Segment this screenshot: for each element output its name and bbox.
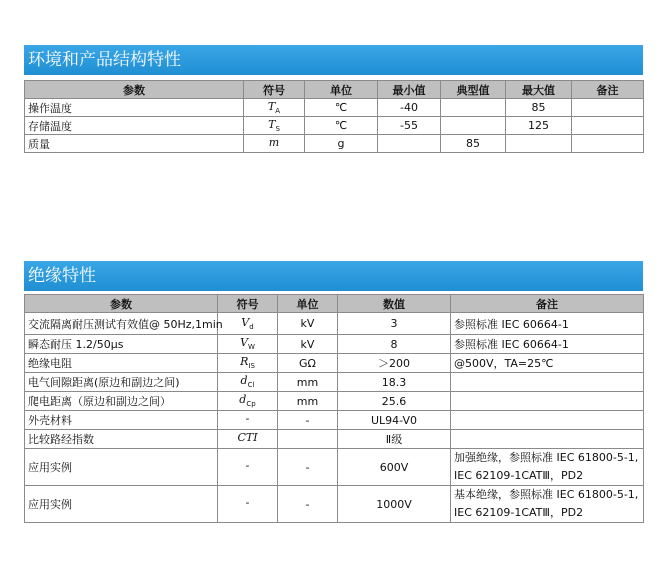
cell-param: 质量 <box>25 135 244 153</box>
cell-typ <box>441 99 506 117</box>
table-row <box>25 135 644 153</box>
cell-note: 参照标准 IEC 60664-1 <box>451 335 644 354</box>
cell-symbol: $V_W$ <box>218 335 278 354</box>
cell-note <box>572 117 644 135</box>
cell-symbol: - <box>218 486 278 523</box>
cell-typ: 85 <box>441 135 506 153</box>
table-header-row <box>25 295 644 313</box>
cell-unit: kV <box>278 313 338 335</box>
header-unit: 单位 <box>305 81 378 99</box>
cell-value: UL94-V0 <box>338 411 451 430</box>
cell-unit: mm <box>278 373 338 392</box>
cell-value: 1000V <box>338 486 451 523</box>
table-row <box>25 449 644 486</box>
cell-symbol: - <box>218 411 278 430</box>
table-row <box>25 99 644 117</box>
insulation-table <box>24 294 644 523</box>
cell-note <box>572 135 644 153</box>
cell-symbol: $V_d$ <box>218 313 278 335</box>
cell-symbol: CTI <box>218 430 278 449</box>
header-note: 备注 <box>451 295 644 313</box>
cell-unit: ℃ <box>305 99 378 117</box>
cell-unit: mm <box>278 392 338 411</box>
cell-unit: - <box>278 449 338 486</box>
header-param: 参数 <box>25 81 244 99</box>
cell-note <box>451 411 644 430</box>
cell-value: Ⅱ级 <box>338 430 451 449</box>
cell-value: 3 <box>338 313 451 335</box>
header-unit: 单位 <box>278 295 338 313</box>
cell-param: 外壳材料 <box>25 411 218 430</box>
cell-min: -55 <box>378 117 441 135</box>
cell-unit <box>278 430 338 449</box>
cell-param: 瞬态耐压 1.2/50μs <box>25 335 218 354</box>
table-row <box>25 117 644 135</box>
cell-symbol: $d_{Cp}$ <box>218 392 278 411</box>
cell-symbol: $d_{Cl}$ <box>218 373 278 392</box>
cell-value: 18.3 <box>338 373 451 392</box>
header-note: 备注 <box>572 81 644 99</box>
cell-note: 参照标准 IEC 60664-1 <box>451 313 644 335</box>
cell-param: 操作温度 <box>25 99 244 117</box>
section-title-environment: 环境和产品结构特性 <box>24 45 643 75</box>
cell-note <box>451 373 644 392</box>
cell-param: 电气间隙距离(原边和副边之间) <box>25 373 218 392</box>
cell-note: 基本绝缘，参照标准 IEC 61800-5-1, IEC 62109-1CATⅢ，PD2 <box>451 486 644 523</box>
cell-max <box>506 135 572 153</box>
table-row <box>25 354 644 373</box>
cell-symbol: - <box>218 449 278 486</box>
cell-param: 爬电距离（原边和副边之间） <box>25 392 218 411</box>
cell-symbol: $T_A$ <box>244 99 305 117</box>
cell-typ <box>441 117 506 135</box>
cell-unit: GΩ <box>278 354 338 373</box>
cell-unit: kV <box>278 335 338 354</box>
table-row <box>25 392 644 411</box>
cell-min <box>378 135 441 153</box>
cell-param: 绝缘电阻 <box>25 354 218 373</box>
cell-param: 交流隔离耐压测试有效值@ 50Hz,1min <box>25 313 218 335</box>
cell-min: -40 <box>378 99 441 117</box>
table-row <box>25 335 644 354</box>
cell-symbol: $R_{IS}$ <box>218 354 278 373</box>
cell-unit: - <box>278 411 338 430</box>
cell-max: 125 <box>506 117 572 135</box>
table-row <box>25 411 644 430</box>
cell-param: 应用实例 <box>25 486 218 523</box>
header-min: 最小值 <box>378 81 441 99</box>
table-header-row <box>25 81 644 99</box>
table-row <box>25 430 644 449</box>
table-row <box>25 486 644 523</box>
cell-note <box>451 430 644 449</box>
cell-note: 加强绝缘，参照标准 IEC 61800-5-1, IEC 62109-1CATⅢ，PD2 <box>451 449 644 486</box>
header-value: 数值 <box>338 295 451 313</box>
cell-param: 应用实例 <box>25 449 218 486</box>
cell-value: 600V <box>338 449 451 486</box>
cell-note <box>572 99 644 117</box>
cell-unit: - <box>278 486 338 523</box>
cell-symbol: $T_S$ <box>244 117 305 135</box>
table-row <box>25 313 644 335</box>
cell-param: 存储温度 <box>25 117 244 135</box>
header-typ: 典型值 <box>441 81 506 99</box>
header-symbol: 符号 <box>218 295 278 313</box>
table-row <box>25 373 644 392</box>
cell-value: 8 <box>338 335 451 354</box>
cell-note <box>451 392 644 411</box>
header-max: 最大值 <box>506 81 572 99</box>
header-symbol: 符号 <box>244 81 305 99</box>
cell-symbol: m <box>244 135 305 153</box>
environment-table <box>24 80 644 153</box>
cell-max: 85 <box>506 99 572 117</box>
section-title-insulation: 绝缘特性 <box>24 261 643 291</box>
cell-unit: g <box>305 135 378 153</box>
cell-note: @500V，TA=25℃ <box>451 354 644 373</box>
header-param: 参数 <box>25 295 218 313</box>
cell-value: ＞200 <box>338 354 451 373</box>
cell-value: 25.6 <box>338 392 451 411</box>
cell-param: 比较路经指数 <box>25 430 218 449</box>
cell-unit: ℃ <box>305 117 378 135</box>
